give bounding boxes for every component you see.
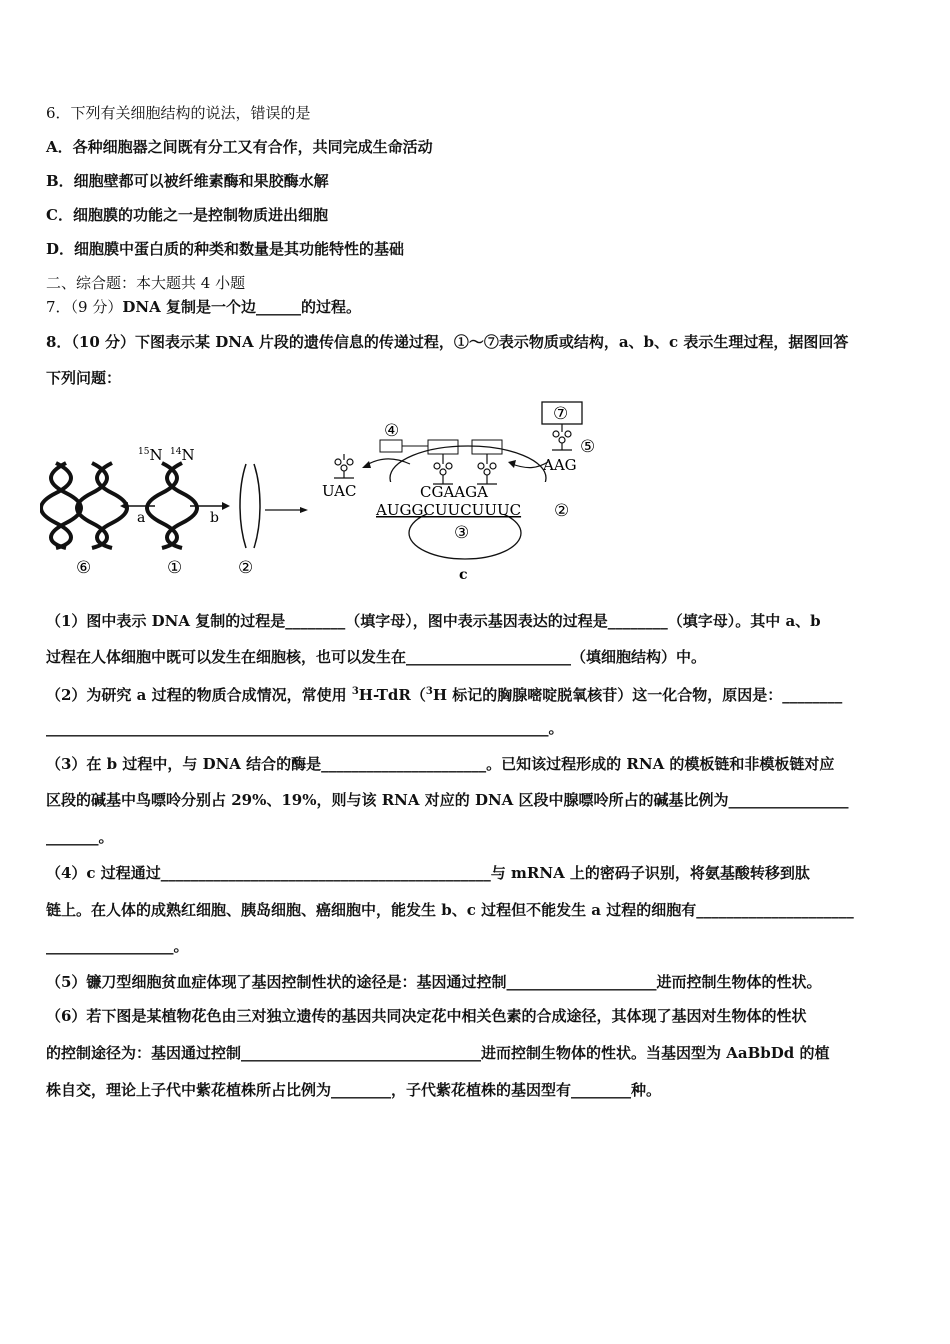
label-a: a — [137, 510, 146, 526]
label-2-left: ② — [238, 558, 254, 578]
q8-p1b: 过程在人体细胞中既可以发生在细胞核，也可以发生在______________________（填细胞结构）中。 — [46, 648, 707, 666]
rna-strand-2b — [254, 464, 260, 548]
label-2-right: ② — [554, 501, 570, 521]
label-6: ⑥ — [76, 558, 92, 578]
q6-option-d: D．细胞膜中蛋白质的种类和数量是其功能特性的基础 — [46, 240, 405, 258]
q8-p2a-sup2: 3 — [425, 686, 433, 697]
anticodon-label: CGAAGA — [420, 483, 488, 501]
q6-option-b: B．细胞壁都可以被纤维素酶和果胶酶水解 — [46, 172, 329, 190]
q8-p2b: ___________________________________________________________________。 — [46, 719, 564, 737]
q7 — [46, 297, 361, 317]
trna-in — [552, 424, 572, 450]
q8-p6a: （6）若下图是某植物花色由三对独立遗传的基因共同决定花中相关色素的合成途径，其体现了基因对生物体的性状 — [46, 1007, 807, 1025]
q6-option-c: C．细胞膜的功能之一是控制物质进出细胞 — [46, 206, 328, 224]
q8-p6b: 的控制途径为：基因通过控制________________________________进而控制生物体的性状。当基因型为 AaBbDd 的植 — [46, 1044, 830, 1062]
label-3: ③ — [454, 523, 470, 543]
mrna-sequence: AUGGCUUCUUUC — [376, 501, 522, 519]
q8-p4c: _________________。 — [46, 937, 189, 955]
q8-p2a-mid: H-TdR（ — [358, 686, 426, 704]
rna-strand-2 — [240, 464, 246, 548]
q8-p3c: _______。 — [46, 828, 114, 846]
label-5: ⑤ — [580, 437, 596, 457]
q8-p2a-sup1: 3 — [351, 686, 359, 697]
q8-p2a-pre: （2）为研究 a 过程的物质合成情况，常使用 — [46, 686, 352, 704]
q8-p6c: 株自交，理论上子代中紫花植株所占比例为________，子代紫花植株的基因型有________种。 — [46, 1081, 662, 1099]
q8-p4a: （4）c 过程通过____________________________________________与 mRNA 上的密码子识别，将氨基酸转移到肽 — [46, 864, 810, 882]
trna-1 — [433, 454, 453, 484]
q8-p2a-post: H 标记的胸腺嘧啶脱氧核苷）这一化合物，原因是：________ — [432, 686, 843, 704]
label-7: ⑦ — [553, 404, 569, 424]
dna-helix-6b — [77, 463, 127, 548]
q8-p3b: 区段的碱基中鸟嘌呤分别占 29%、19%，则与该 RNA 对应的 DNA 区段中腺嘌呤所占的碱基比例为________________ — [46, 791, 849, 809]
label-1: ① — [167, 558, 183, 578]
gene-expression-figure — [40, 398, 920, 588]
q7-text: DNA 复制是一个边______的过程。 — [122, 298, 361, 316]
section-heading: 二、综合题：本大题共 4 小题 — [46, 274, 246, 292]
q8-stem-line1: 8．（10 分）下图表示某 DNA 片段的遗传信息的传递过程，①～⑦表示物质或结构，a、b、c 表示生理过程，据图回答 — [46, 333, 849, 351]
dna-helix-6a — [41, 463, 81, 548]
n14-label: $^{14}$N — [170, 446, 195, 464]
label-b: b — [210, 510, 219, 526]
peptide-box — [380, 440, 402, 452]
q8-p2a — [46, 682, 842, 705]
arrow-b-head — [222, 502, 230, 510]
q8-stem-line2: 下列问题： — [46, 369, 122, 387]
arrow-in-head — [508, 460, 516, 468]
trna-out — [334, 454, 354, 478]
aag-label: AAG — [543, 456, 577, 474]
arrow-out-head — [362, 461, 371, 468]
q8-p3a: （3）在 b 过程中，与 DNA 结合的酶是______________________。已知该过程形成的 RNA 的模板链和非模板链对应 — [46, 755, 835, 773]
q6-stem: 6．下列有关细胞结构的说法，错误的是 — [46, 104, 311, 122]
arrow-to-translation-head — [300, 507, 308, 513]
q6-option-a: A．各种细胞器之间既有分工又有合作，共同完成生命活动 — [46, 138, 433, 156]
q8-p1a: （1）图中表示 DNA 复制的过程是________（填字母），图中表示基因表达的过程是________（填字母）。其中 a、b — [46, 612, 821, 630]
q7-prefix: 7．（9 分） — [46, 298, 123, 316]
q8-p5: （5）镰刀型细胞贫血症体现了基因控制性状的途径是：基因通过控制____________________进而控制生物体的性状。 — [46, 973, 822, 991]
q8-p4b: 链上。在人体的成熟红细胞、胰岛细胞、癌细胞中，能发生 b、c 过程但不能发生 a 过程的细胞有_____________________ — [46, 901, 854, 919]
label-4: ④ — [384, 421, 400, 441]
label-c: c — [459, 567, 468, 583]
trna-2 — [477, 454, 497, 484]
uac-label: UAC — [322, 482, 357, 500]
n15-label: $^{15}$N — [138, 446, 163, 464]
